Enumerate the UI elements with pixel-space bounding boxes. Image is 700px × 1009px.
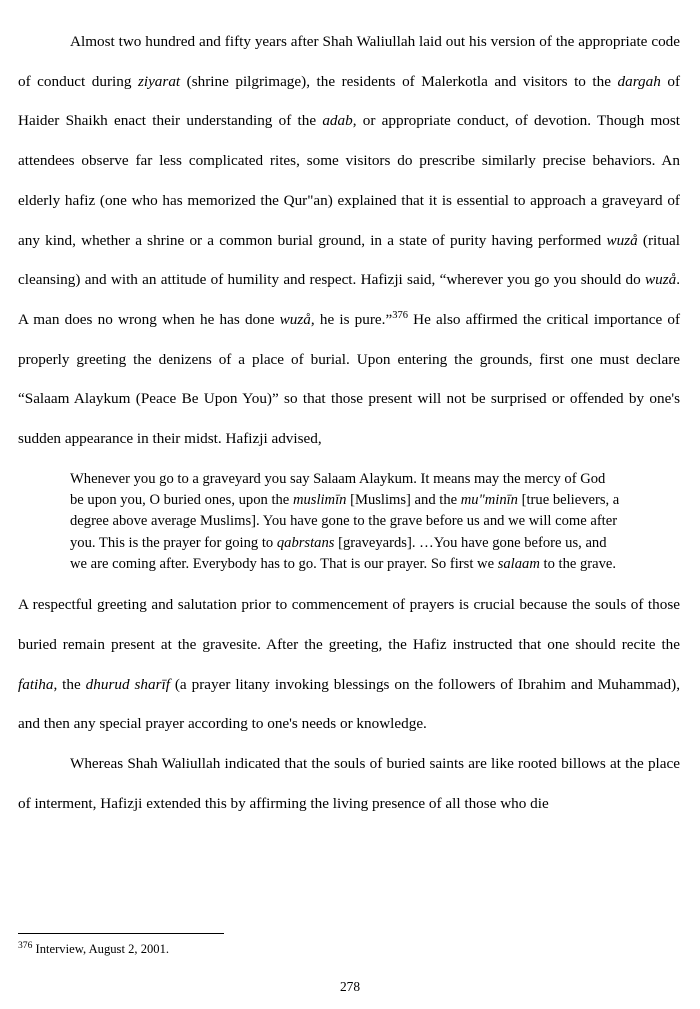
text-run-italic: dargah bbox=[617, 72, 661, 90]
paragraph-2 bbox=[18, 585, 680, 744]
footnote-separator-rule bbox=[18, 933, 224, 934]
page-number: 278 bbox=[339, 979, 361, 994]
text-run: , the bbox=[53, 675, 86, 693]
text-run-italic: adab bbox=[322, 112, 353, 130]
text-run-italic: ziyarat bbox=[137, 72, 181, 90]
text-run-italic: mu"minīn bbox=[460, 492, 518, 509]
text-run: of Haider Shaikh enact their understanding of the bbox=[18, 72, 680, 130]
footnote-number: 376 bbox=[18, 939, 33, 951]
text-run-italic: fatiha bbox=[18, 675, 54, 693]
text-run: A respectful greeting and salutation prior to commencement of prayers is crucial because the souls of those buried remain present at the gravesite. After the greeting, the Hafiz instructed that one should recite the bbox=[18, 596, 680, 653]
text-run: Whereas Shah Waliullah indicated that the souls of buried saints are like rooted billows at the place of interment, Hafizji extended this by affirming the living presence of all those who die bbox=[18, 755, 680, 812]
text-run: Almost two hundred and fifty years after Shah Waliullah laid out his version of the appropriate code of conduct during bbox=[18, 33, 680, 90]
text-run: He also affirmed the critical importance of properly greeting the denizens of a place of burial. Upon entering the grounds, first one must declare “Salaam Alaykum (Peace Be Upon You)” so that those present will not be surprised or offended by one's sudden appearance in their midst. Hafizji advised, bbox=[18, 310, 681, 448]
page-body bbox=[18, 22, 680, 823]
text-run: (shrine pilgrimage), the residents of Malerkotla and visitors to the bbox=[180, 72, 618, 90]
footnote-entry bbox=[18, 941, 682, 957]
text-run: [Muslims] and the bbox=[346, 492, 461, 509]
footnote-area bbox=[18, 933, 682, 957]
text-run-italic: muslimīn bbox=[292, 492, 347, 509]
footnote-text: Interview, August 2, 2001. bbox=[32, 942, 170, 956]
footnote-reference-376[interactable]: 376 bbox=[392, 309, 408, 321]
text-run: [true believers, a degree above average Muslims]. You have gone to the grave before us and we will come after you. This is the prayer for going to bbox=[70, 492, 620, 551]
text-run-italic: wuzå bbox=[606, 231, 638, 249]
text-run: Whenever you go to a graveyard you say Salaam Alaykum. It means may the mercy of God be upon you, O buried ones, upon the bbox=[70, 470, 606, 509]
text-run: [graveyards]. …You have gone before us, and we are coming after. Everybody has to go. That is our prayer. So first we bbox=[70, 534, 607, 572]
text-run-italic: qabrstans bbox=[276, 534, 335, 551]
text-run: (ritual cleansing) and with an attitude of humility and respect. Hafizji said, “wherever you go you should do bbox=[18, 231, 681, 289]
text-run-italic: dhurud sharīf bbox=[85, 675, 170, 693]
text-run: (a prayer litany invoking blessings on the followers of Ibrahim and Muhammad), and then any special prayer according to one's needs or knowledge. bbox=[18, 675, 680, 733]
text-run: , he is pure.” bbox=[310, 310, 393, 328]
text-run: , or appropriate conduct, of devotion. Though most attendees observe far less complicated rites, some visitors do prescribe similarly precise behaviors. An elderly hafiz (one who has memorized the Qur"an) explained that it is essential to approach a graveyard of any kind, whether a shrine or a common burial ground, in a state of purity having performed bbox=[18, 112, 680, 249]
block-quotation bbox=[18, 469, 680, 575]
text-run-italic: wuzå bbox=[279, 310, 311, 328]
text-run-italic: salaam bbox=[497, 555, 540, 572]
paragraph-1 bbox=[18, 22, 680, 459]
paragraph-3 bbox=[18, 744, 680, 823]
text-run: to the grave. bbox=[539, 555, 617, 572]
text-run: . A man does no wrong when he has done bbox=[18, 271, 680, 328]
text-run-italic: wuzå bbox=[644, 271, 677, 289]
blockquote-paragraph bbox=[70, 469, 622, 575]
